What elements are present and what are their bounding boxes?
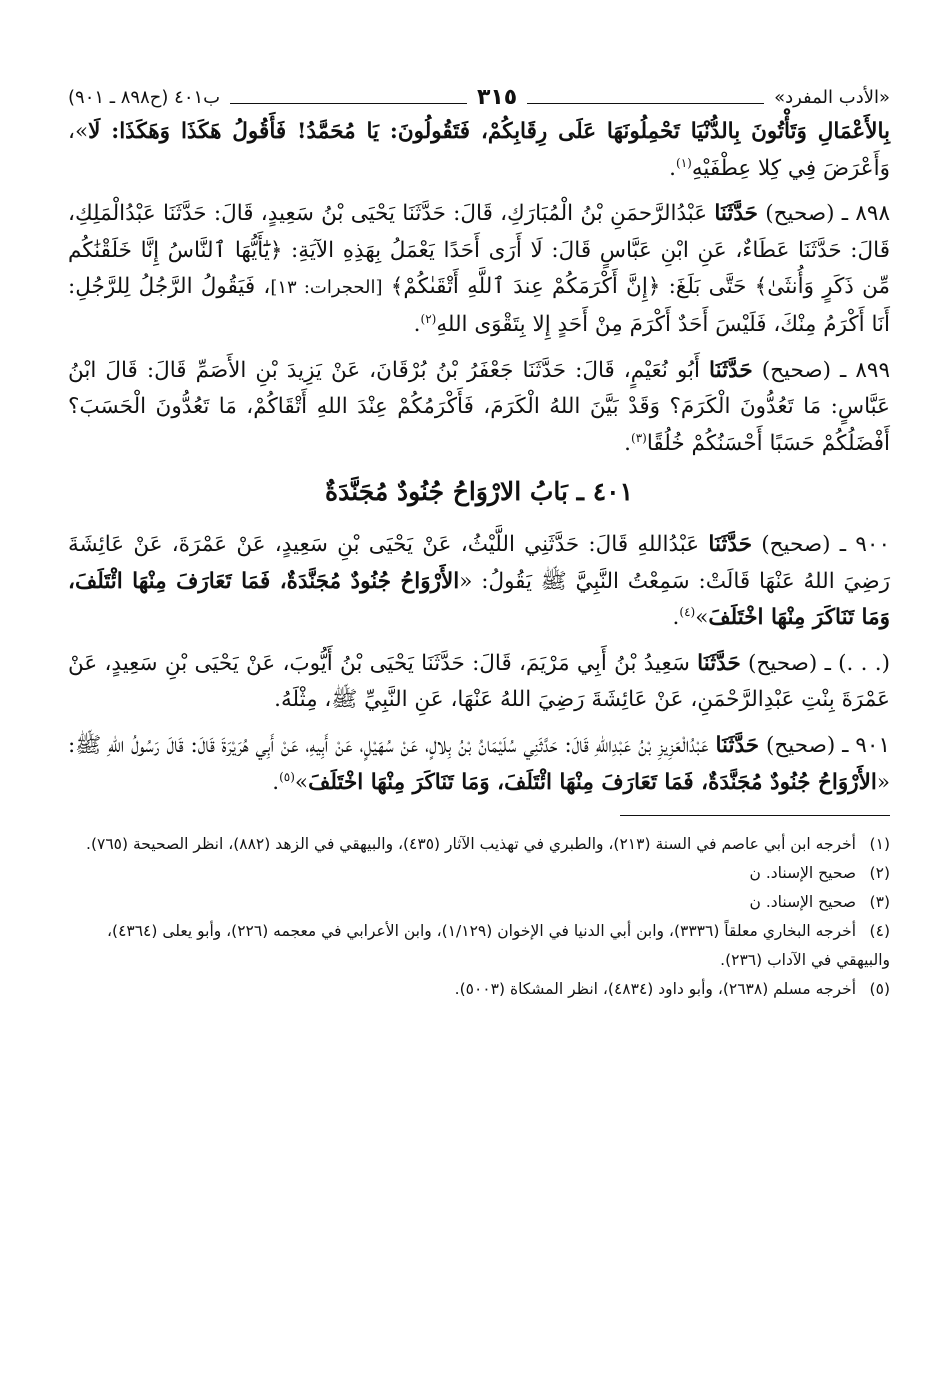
page-number: ٣١٥ <box>476 84 518 110</box>
punctuation: . <box>272 769 280 795</box>
haddathana: حَدَّثَنَا <box>708 531 752 557</box>
book-page <box>68 82 890 1004</box>
footnote-marker[interactable]: (٤) <box>679 604 696 619</box>
footnote <box>68 830 890 859</box>
punctuation: . <box>624 430 632 456</box>
hadith-matn-bold: الأَرْوَاحُ جُنُودٌ مُجَنَّدَةٌ، فَمَا تَعَارَفَ مِنْهَا ائْتَلَفَ، وَمَا تَنَاكَرَ مِنْهَا اخْتَلَفَ <box>308 769 877 795</box>
hadith-number: ٨٩٩ ـ (صحيح) <box>752 357 890 383</box>
book-title: «الأدب المفرد» <box>774 86 890 108</box>
hadith-number: ٩٠١ ـ (صحيح) <box>759 732 890 758</box>
haddathana: حَدَّثَنَا <box>709 357 753 383</box>
quran-citation: [الحجرات: ١٣] <box>270 277 383 299</box>
footnote-text: أخرجه مسلم (٢٦٣٨)، وأبو داود (٤٨٣٤)، انظر المشكاة (٥٠٠٣). <box>454 980 856 999</box>
footnote <box>68 917 890 975</box>
footnote-text: أخرجه البخاري معلقاً (٣٣٣٦)، وابن أبي الدنيا في الإخوان (١/١٢٩)، وابن الأعرابي في معجمه (٢٢٦)، وأبو يعلى (٤٣٦٤)، والبيهقي في الآداب (٢٣٦). <box>107 922 890 970</box>
haddathana: حَدَّثَنَا <box>715 732 760 758</box>
hadith-matn-bold: الأَرْوَاحُ جُنُودٌ مُجَنَّدَةٌ، فَمَا تَعَارَفَ مِنْهَا ائْتَلَفَ، وَمَا تَنَاكَرَ مِنْهَا اخْتَلَفَ <box>68 568 890 631</box>
header-rule-right <box>527 103 764 104</box>
hadith-text-bold: بِالأَعْمَالِ وَتَأْتُونَ بِالدُّنْيَا تَحْمِلُونَهَا عَلَى رِقَابِكُمْ، فَتَقُولُونَ: يَا مُحَمَّدُ! فَأَقُولُ هَكَذَا وَهَكَذَا: لَا <box>88 119 890 144</box>
hadith-number: ٩٠٠ ـ (صحيح) <box>752 531 890 557</box>
footnote-number: (٣) <box>869 893 890 912</box>
punctuation: . <box>669 155 676 181</box>
chapter-heading: ٤٠١ ـ بَابُ الارْوَاحُ جُنُودٌ مُجَنَّدَةٌ <box>324 477 634 507</box>
hadith-text: »، وَأَعْرَضَ فِي كِلا عِطْفَيْهِ <box>68 119 890 181</box>
paragraph-continuation <box>68 114 890 187</box>
hadith-text: » <box>294 769 309 795</box>
hadith-text: عَبْدُالْعَزِيزِ بْنُ عَبْدِاللهِ قَالَ: حَدَّثَنِي سُلَيْمَانُ بْنُ بِلالٍ، عَنْ سُهَيْلٍ، عَنْ أَبِيهِ، عَنْ أَبِي هُرَيْرَةَ قَالَ: قَالَ رَسُولُ اللهِ ﷺ: « <box>68 732 890 795</box>
footnote-marker[interactable]: (٣) <box>631 430 647 445</box>
haddathana: حَدَّثَنَا <box>697 650 741 676</box>
hadith-text: أَبُو نُعَيْمٍ، قَالَ: حَدَّثَنَا جَعْفَرُ بْنُ بُرْقَانَ، عَنْ يَزِيدَ بْنِ الأَصَمِّ قَالَ: قَالَ ابْنُ عَبَّاسٍ: مَا تَعُدُّونَ الْكَرَمَ؟ وَقَدْ بَيَّنَ اللهُ الْكَرَمَ، فَأَكْرَمُكُمْ عِنْدَ اللهِ أَتْقَاكُمْ، مَا تَعُدُّونَ الْحَسَبَ؟ أَفْضَلُكُمْ حَسَبًا أَحْسَنُكُمْ خُلُقًا <box>68 357 890 456</box>
punctuation: . <box>672 605 680 631</box>
hadith-text: » <box>695 605 709 631</box>
footnote-number: (٥) <box>869 980 890 999</box>
footnote-divider <box>620 815 890 816</box>
punctuation: . <box>413 311 421 337</box>
footnote-number: (١) <box>869 835 890 854</box>
footnote <box>68 888 890 917</box>
footnote <box>68 975 890 1004</box>
running-header <box>68 82 890 112</box>
footnote-number: (٢) <box>869 864 890 883</box>
footnote-marker[interactable]: (٢) <box>420 311 437 326</box>
hadith-text: ، فَيَقُولُ الرَّجُلُ لِلرَّجُلِ: أَنَا أَكْرَمُ مِنْكَ، فَلَيْسَ أَحَدٌ أَكْرَمَ مِنْ أَحَدٍ إِلا بِتَقْوَى اللهِ <box>68 274 890 337</box>
hadith-number: (. . .) ـ (صحيح) <box>740 650 890 676</box>
hadith-899 <box>68 353 890 463</box>
footnote-marker[interactable]: (٥) <box>279 769 295 784</box>
hadith-text: عَبْدُالرَّحمَنِ بْنُ الْمُبَارَكِ، قَالَ: حَدَّثَنَا يَحْيَى بْنُ سَعِيدٍ، قَالَ: حَدَّثَنَا عَبْدُالْمَلِكِ، قَالَ: حَدَّثَنَا عَطَاءٌ، عَنِ ابْنِ عَبَّاسٍ قَالَ: لَا أَرَى أَحَدًا يَعْمَلُ بِهَذِهِ الآيَةِ: ﴿يَٰٓأَيُّهَا ٱلنَّاسُ إِنَّا خَلَقْنَٰكُم مِّن ذَكَرٍ وَأُنثَىٰ﴾ حَتَّى بَلَغَ: ﴿إِنَّ أَكْرَمَكُمْ عِندَ ٱللَّهِ أَتْقَىٰكُمْ﴾ <box>68 201 891 300</box>
footnote-marker[interactable]: (١) <box>676 155 692 170</box>
header-rule-left <box>230 103 467 104</box>
footnote-text: أخرجه ابن أبي عاصم في السنة (٢١٣)، والطبري في تهذيب الآثار (٤٣٥)، والبيهقي في الزهد (٨٨٢)، انظر الصحيحة (٧٦٥). <box>86 835 856 854</box>
footnote-text: صحيح الإسناد. ن <box>749 893 856 912</box>
main-text <box>68 114 890 801</box>
hadith-text: عَبْدُاللهِ قَالَ: حَدَّثَنِي اللَّيْثُ، عَنْ يَحْيَى بْنِ سَعِيدٍ، عَنْ عَمْرَةَ، عَنْ عَائِشَةَ رَضِيَ اللهُ عَنْهَا قَالَتْ: سَمِعْتُ النَّبِيَّ ﷺ يَقُولُ: « <box>68 531 890 594</box>
footnotes <box>68 830 890 1004</box>
footnote-text: صحيح الإسناد. ن <box>749 864 856 883</box>
hadith-number: ٨٩٨ ـ (صحيح) <box>757 201 890 227</box>
haddathana: حَدَّثَنَا <box>714 201 758 227</box>
hadith-900 <box>68 527 890 637</box>
footnote-number: (٤) <box>869 922 890 941</box>
hadith-898 <box>68 196 890 343</box>
hadith-text: سَعِيدُ بْنُ أَبِي مَرْيَمَ، قَالَ: حَدَّثَنَا يَحْيَى بْنُ أَيُّوبَ، عَنْ يَحْيَى بْنِ سَعِيدٍ، عَنْ عَمْرَةَ بِنْتِ عَبْدِالرَّحْمَنِ، عَنْ عَائِشَةَ رَضِيَ اللهُ عَنْهَا، عَنِ النَّبِيِّ ﷺ، مِثْلَهُ. <box>68 650 890 713</box>
footnote <box>68 859 890 888</box>
chapter-reference: ب٤٠١ (ح٨٩٨ ـ ٩٠١) <box>68 86 221 108</box>
hadith-900-alt-chain <box>68 646 890 719</box>
hadith-901 <box>68 728 890 801</box>
